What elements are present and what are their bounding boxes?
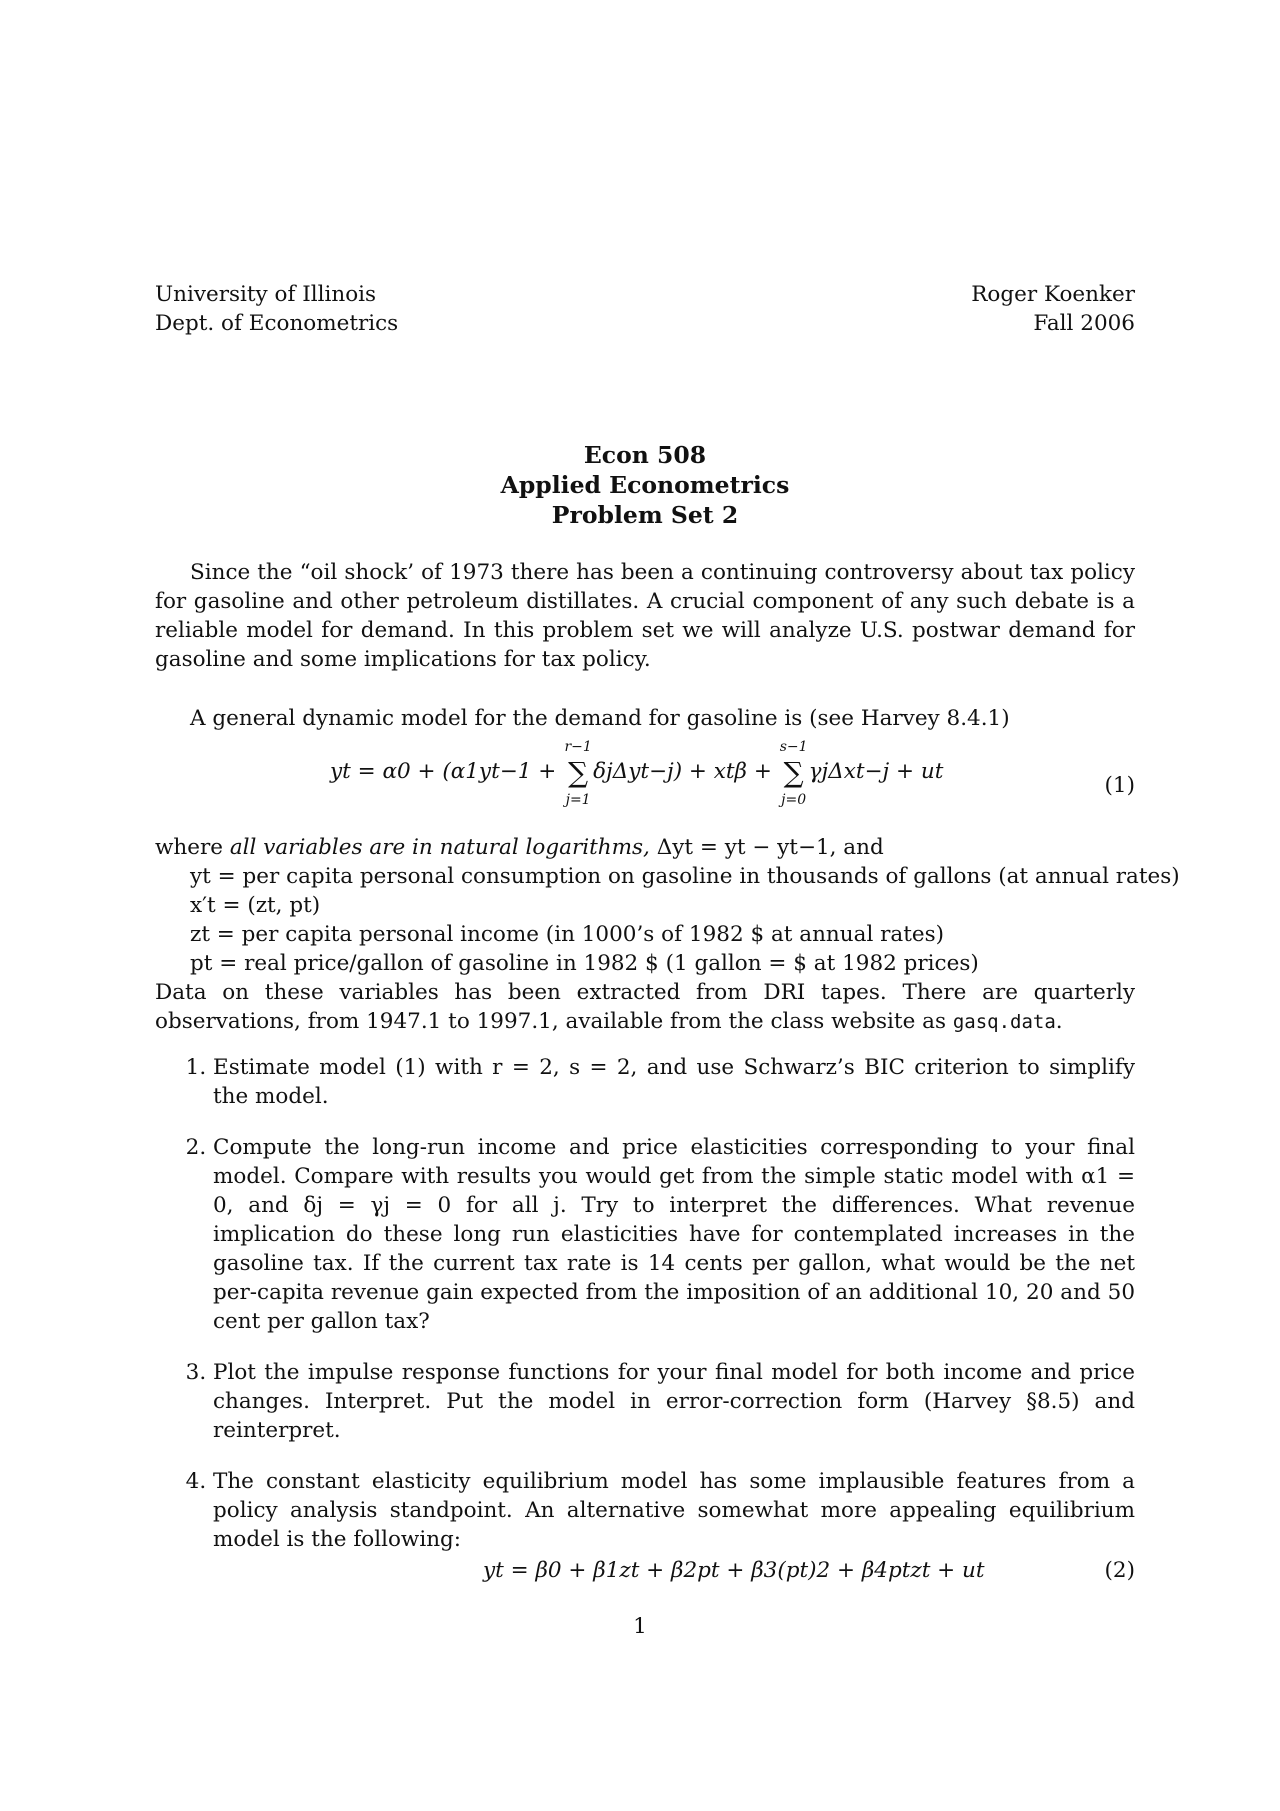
equation-1-body bbox=[330, 739, 944, 808]
equation-2 bbox=[213, 1554, 1135, 1590]
sum-2-lower: j=0 bbox=[781, 792, 807, 808]
term: Fall 2006 bbox=[1033, 311, 1135, 336]
model-intro: A general dynamic model for the demand for gasoline is (see Harvey 8.4.1) bbox=[190, 706, 1010, 731]
equation-2-body: yt = β0 + β1zt + β2pt + β3(pt)2 + β4ptzt + ut bbox=[483, 1558, 985, 1583]
sum-1-lower: j=1 bbox=[565, 792, 591, 808]
question-1: 1. Estimate model (1) with r = 2, s = 2, and use Schwarz’s BIC criterion to simplify the model. bbox=[213, 1053, 1135, 1111]
question-3: 3. Plot the impulse response functions for your final model for both income and price changes. Interpret. Put the model in error-correction form (Harvey §8.5) and reinterpret. bbox=[213, 1358, 1135, 1445]
definition-z: zt = per capita personal income (in 1000’s of 1982 $ at annual rates) bbox=[190, 922, 945, 947]
question-list bbox=[155, 1053, 1135, 1590]
definition-y: yt = per capita personal consumption on gasoline in thousands of gallons (at annual rates) bbox=[190, 864, 1180, 889]
sum-1-upper: r−1 bbox=[564, 739, 592, 755]
question-2: 2. Compute the long-run income and price elasticities corresponding to your final model. Compare with results you would get from the simple static model with α1 = 0, and δj = γj = 0 for all j. Try to interpret the differences. What revenue implication do these long run elasticities have for contemplated increases in the gasoline tax. If the current tax rate is 14 cents per gallon, what would be the net per-capita revenue gain expected from the imposition of an additional 10, 20 and 50 cent per gallon tax? bbox=[213, 1133, 1135, 1336]
variable-definitions bbox=[190, 862, 1180, 978]
department-name: Dept. of Econometrics bbox=[155, 311, 399, 336]
page-number: 1 bbox=[633, 1614, 647, 1639]
header-right bbox=[971, 280, 1135, 338]
header-left bbox=[155, 280, 398, 338]
question-4 bbox=[213, 1467, 1135, 1590]
problem-set-title: Problem Set 2 bbox=[551, 501, 739, 529]
intro-paragraph: Since the “oil shock’ of 1973 there has been a continuing controversy about tax policy for gasoline and other petroleum distillates. A crucial component of any such debate is a reliable model for demand. In this problem set we will analyze U.S. postwar demand for gasoline and some implications for tax policy. bbox=[155, 560, 1135, 672]
equation-1-lhs: yt = α0 + (α1yt−1 + bbox=[330, 759, 564, 784]
sum-2-upper: s−1 bbox=[779, 739, 808, 755]
document-title bbox=[155, 440, 1135, 530]
university-name: University of Illinois bbox=[155, 282, 377, 307]
data-file-name: gasq.data bbox=[952, 1011, 1056, 1033]
data-paragraph: Data on these variables has been extracted from DRI tapes. There are quarterly observations, from 1947.1 to 1997.1, available from the class website as gasq.data. bbox=[155, 980, 1135, 1034]
question-4-text: The constant elasticity equilibrium model has some implausible features from a policy analysis standpoint. An alternative somewhat more appealing equilibrium model is the following: bbox=[213, 1469, 1135, 1552]
equation-1-mid: δjΔyt−j) + xtβ + bbox=[593, 759, 779, 784]
course-number: Econ 508 bbox=[583, 441, 707, 469]
author-name: Roger Koenker bbox=[971, 282, 1135, 307]
equation-1-rhs: γjΔxt−j + ut bbox=[808, 759, 944, 784]
sum-symbol-2: ∑ s−1 j=0 bbox=[779, 739, 808, 808]
course-name: Applied Econometrics bbox=[500, 471, 790, 499]
definition-x: x′t = (zt, pt) bbox=[190, 893, 321, 918]
document-body bbox=[155, 558, 1180, 1612]
where-italic: all variables are in natural logarithms, bbox=[229, 835, 650, 860]
where-line: where all variables are in natural logarithms, Δyt = yt − yt−1, and bbox=[155, 835, 884, 860]
equation-1 bbox=[155, 739, 1135, 823]
equation-2-number: (2) bbox=[1104, 1558, 1135, 1583]
definition-p: pt = real price/gallon of gasoline in 1982 $ (1 gallon = $ at 1982 prices) bbox=[190, 951, 979, 976]
sum-symbol-1: ∑ r−1 j=1 bbox=[564, 739, 592, 808]
equation-1-number: (1) bbox=[1104, 773, 1135, 798]
